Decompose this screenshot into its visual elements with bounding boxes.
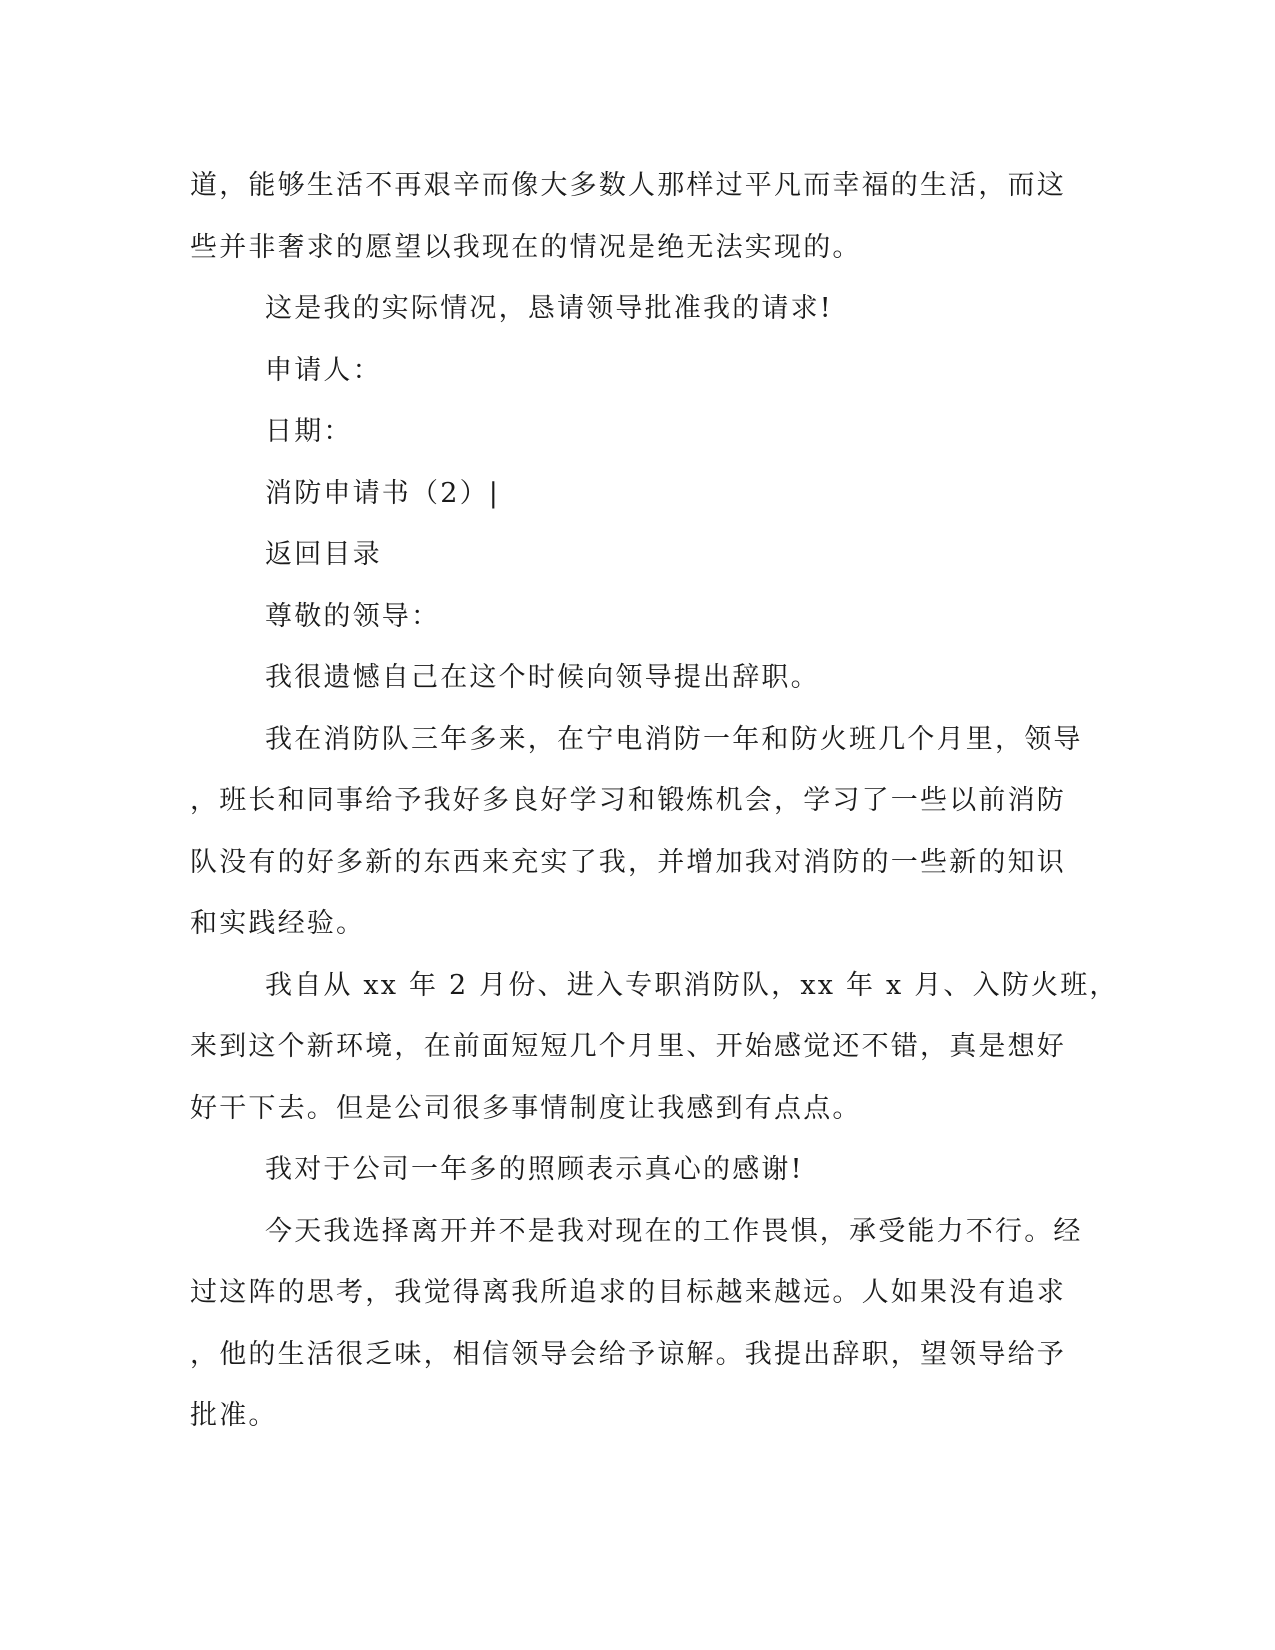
text-line: 好干下去。但是公司很多事情制度让我感到有点点。 (190, 1092, 862, 1124)
text-line: 队没有的好多新的东西来充实了我，并增加我对消防的一些新的知识 (190, 846, 1066, 878)
text-line: 来到这个新环境，在前面短短几个月里、开始感觉还不错，真是想好 (190, 1031, 1066, 1062)
text-line: 些并非奢求的愿望以我现在的情况是绝无法实现的。 (190, 231, 862, 263)
text-line: 过这阵的思考，我觉得离我所追求的目标越来越远。人如果没有追求 (190, 1277, 1066, 1308)
salutation: 尊敬的领导： (265, 600, 441, 632)
text-line: 批准。 (190, 1400, 278, 1431)
text-line: 我自从 xx 年 2 月份、进入专职消防队，xx 年 x 月、入防火班， (265, 969, 1119, 1001)
text-line: ，他的生活很乏味，相信领导会给予谅解。我提出辞职，望领导给予 (190, 1338, 1066, 1370)
text-line: 道，能够生活不再艰辛而像大多数人那样过平凡而幸福的生活，而这 (190, 170, 1066, 201)
back-to-toc-link[interactable]: 返回目录 (265, 539, 382, 570)
text-line: 我很遗憾自己在这个时候向领导提出辞职。 (265, 662, 820, 693)
text-line: 我对于公司一年多的照顾表示真心的感谢! (265, 1154, 804, 1185)
text-line: 这是我的实际情况，恳请领导批准我的请求! (265, 293, 833, 324)
applicant-label: 申请人： (265, 354, 382, 386)
text-line: 我在消防队三年多来，在宁电消防一年和防火班几个月里，领导 (265, 723, 1083, 755)
text-line: 今天我选择离开并不是我对现在的工作畏惧，承受能力不行。经 (265, 1215, 1083, 1247)
date-label: 日期： (265, 416, 353, 447)
section-title: 消防申请书（2）| (265, 477, 501, 509)
document-body (190, 155, 1119, 1447)
text-line: 和实践经验。 (190, 908, 366, 939)
text-line: ，班长和同事给予我好多良好学习和锻炼机会，学习了一些以前消防 (190, 785, 1066, 816)
